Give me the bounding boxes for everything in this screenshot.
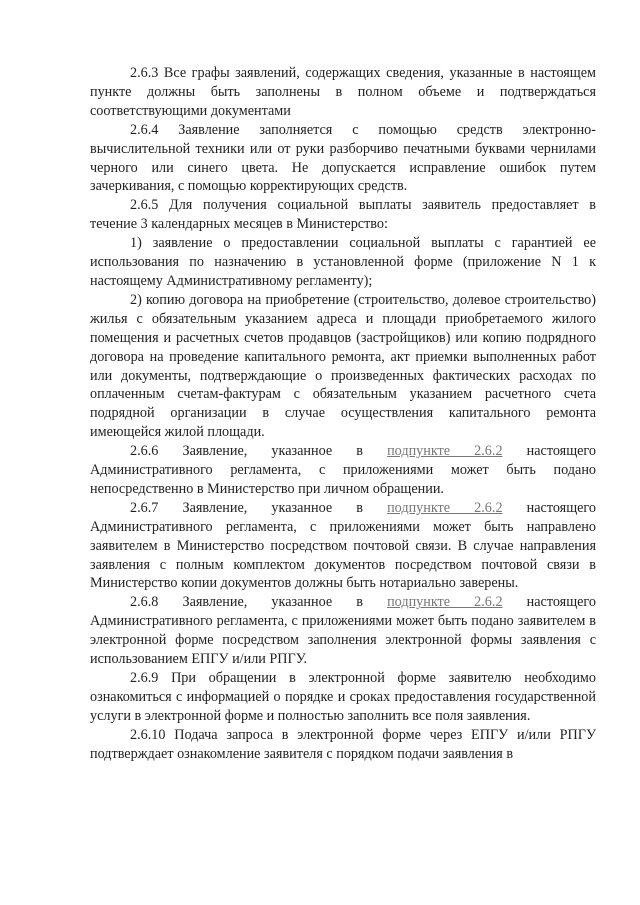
subpoint-link[interactable]: подпункте 2.6.2 [387,499,503,516]
paragraph-text: настоящего Административного регламента, с приложениями может быть подано непосредственно в Министерство при личном обращении. [90,443,596,497]
list-item-1: 1) заявление о предоставлении социальной выплаты с гарантией ее использования по назначению в установленной форме (приложение N 1 к настоящему Административному регламенту); [90,235,596,289]
paragraph-2-6-5: 2.6.5 Для получения социальной выплаты заявитель предоставляет в течение 3 календарных месяцев в Министерство: [90,197,596,233]
subpoint-link[interactable]: подпункте 2.6.2 [387,443,503,460]
paragraph-text: настоящего Административного регламента, с приложениями может быть направлено заявителем в Министерство посредством почтовой связи. В случае направления заявления с полным комплектом документов посредством почтовой связи в Министерство копии документов должны быть нотариально заверены. [90,499,596,592]
paragraph-text: 2.6.6 Заявление, указанное в [130,443,388,460]
list-item-2: 2) копию договора на приобретение (строительство, долевое строительство) жилья с обязательным указанием адреса и площади приобретаемого жилого помещения и расчетных счетов продавцов (застройщиков) или копию подрядного договора на проведение капитального ремонта, акт приемки выполненных работ или документы, подтверждающие о произведенных фактических расходах по оплаченным счетам-фактурам с обязательным указанием расчетного счета подрядной организации в случае осуществления капитального ремонта имеющейся жилой площади. [90,291,596,441]
paragraph-text: 2.6.8 Заявление, указанное в [130,594,388,611]
paragraph-text: 2.6.7 Заявление, указанное в [130,499,388,516]
paragraph-2-6-4: 2.6.4 Заявление заполняется с помощью средств электронно-вычислительной техники или от руки разборчиво печатными буквами чернилами черного или синего цвета. Не допускается исправление ошибок путем зачеркивания, с помощью корректирующих средств. [90,121,596,195]
paragraph-2-6-7 [90,499,596,594]
subpoint-link[interactable]: подпункте 2.6.2 [387,594,503,611]
paragraph-2-6-9: 2.6.9 При обращении в электронной форме заявителю необходимо ознакомиться с информацией о порядке и сроках предоставления государственной услуги в электронной форме и полностью заполнить все поля заявления. [90,670,596,724]
paragraph-text: настоящего Административного регламента, с приложениями может быть подано заявителем в электронной форме посредством заполнения электронной формы заявления с использованием ЕПГУ и/или РПГУ. [90,594,596,668]
paragraph-2-6-10: 2.6.10 Подача запроса в электронной форме через ЕПГУ и/или РПГУ подтверждает ознакомление заявителя с порядком подачи заявления в [90,726,596,762]
paragraph-2-6-3: 2.6.3 Все графы заявлений, содержащих сведения, указанные в настоящем пункте должны быть заполнены в полном объеме и подтверждаться соответствующими документами [90,65,596,119]
paragraph-2-6-6 [90,442,596,499]
document-page [90,64,596,764]
paragraph-2-6-8 [90,593,596,669]
